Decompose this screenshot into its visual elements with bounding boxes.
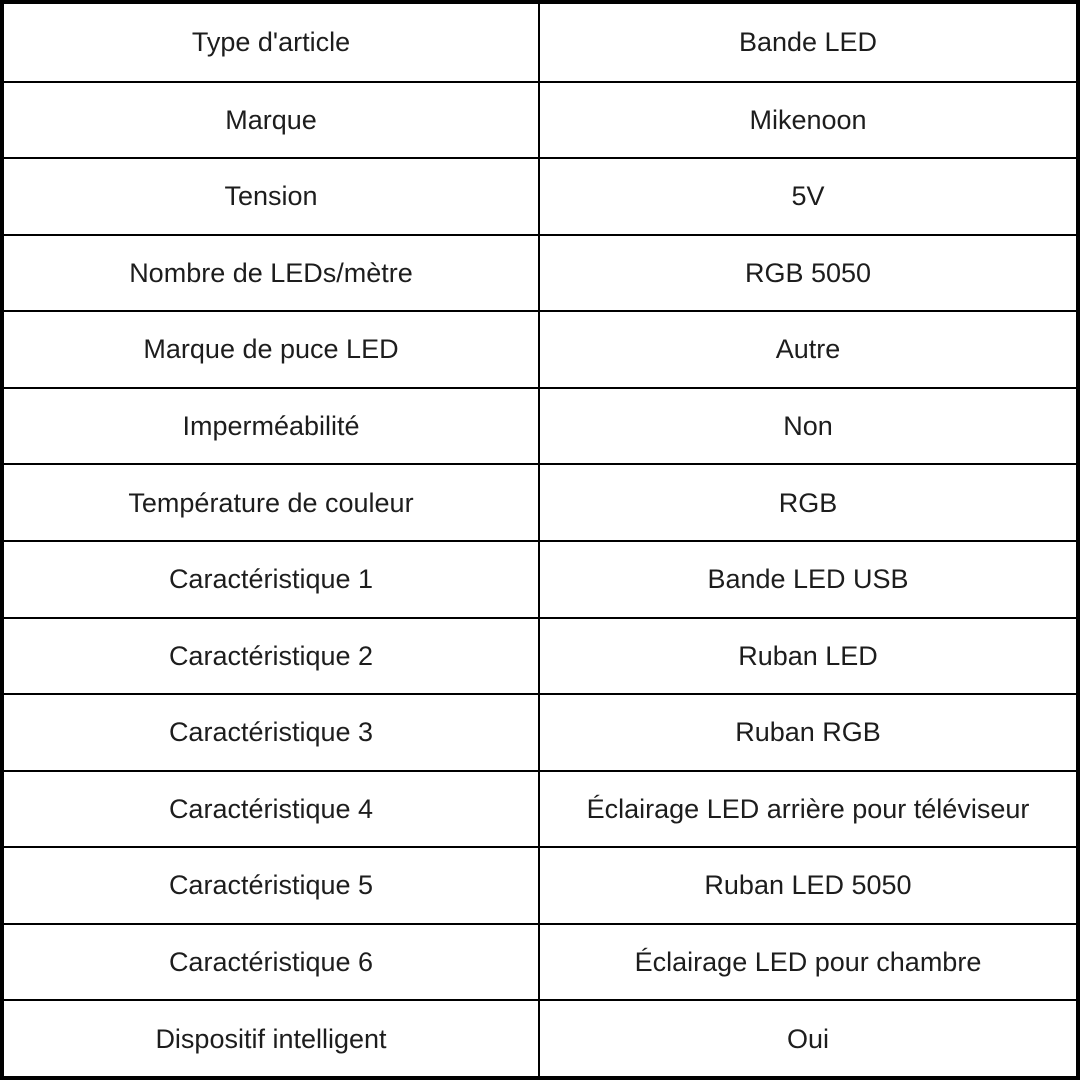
spec-value-cell: Mikenoon <box>749 104 867 135</box>
table-row <box>4 693 1076 770</box>
spec-value-cell: Autre <box>775 334 841 365</box>
table-row <box>4 234 1076 311</box>
spec-value-cell: Oui <box>786 1023 830 1054</box>
table-row <box>4 923 1076 1000</box>
spec-label-cell: Température de couleur <box>4 465 540 540</box>
spec-value-cell: Éclairage LED arrière pour téléviseur <box>586 793 1030 824</box>
spec-label-cell: Marque de puce LED <box>4 312 540 387</box>
spec-label-cell: Imperméabilité <box>4 389 540 464</box>
spec-value-cell: Non <box>783 410 833 441</box>
table-row <box>4 617 1076 694</box>
table-row <box>4 157 1076 234</box>
table-row <box>4 387 1076 464</box>
spec-label-cell: Type d'article <box>4 4 540 81</box>
spec-label-cell: Caractéristique 3 <box>4 695 540 770</box>
table-row <box>4 846 1076 923</box>
table-row <box>4 310 1076 387</box>
spec-value-cell: RGB 5050 <box>744 257 872 288</box>
spec-value-cell: RGB <box>778 487 838 518</box>
spec-value-cell: Ruban RGB <box>735 717 881 748</box>
table-row <box>4 770 1076 847</box>
spec-label-cell: Tension <box>4 159 540 234</box>
spec-value-cell: 5V <box>791 181 825 212</box>
spec-label-cell: Caractéristique 4 <box>4 772 540 847</box>
spec-label-cell: Marque <box>4 83 540 158</box>
spec-value-cell: Bande LED <box>738 27 878 58</box>
spec-label-cell: Caractéristique 1 <box>4 542 540 617</box>
table-row <box>4 463 1076 540</box>
spec-value-cell: Bande LED USB <box>707 564 909 595</box>
table-row <box>4 81 1076 158</box>
spec-label-cell: Nombre de LEDs/mètre <box>4 236 540 311</box>
spec-value-cell: Ruban LED 5050 <box>704 870 912 901</box>
table-row <box>4 540 1076 617</box>
table-row <box>4 999 1076 1076</box>
spec-value-cell: Éclairage LED pour chambre <box>634 946 982 977</box>
spec-label-cell: Caractéristique 2 <box>4 619 540 694</box>
spec-label-cell: Caractéristique 5 <box>4 848 540 923</box>
spec-label-cell: Dispositif intelligent <box>4 1001 540 1076</box>
spec-value-cell: Ruban LED <box>738 640 878 671</box>
table-row <box>4 4 1076 81</box>
spec-label-cell: Caractéristique 6 <box>4 925 540 1000</box>
